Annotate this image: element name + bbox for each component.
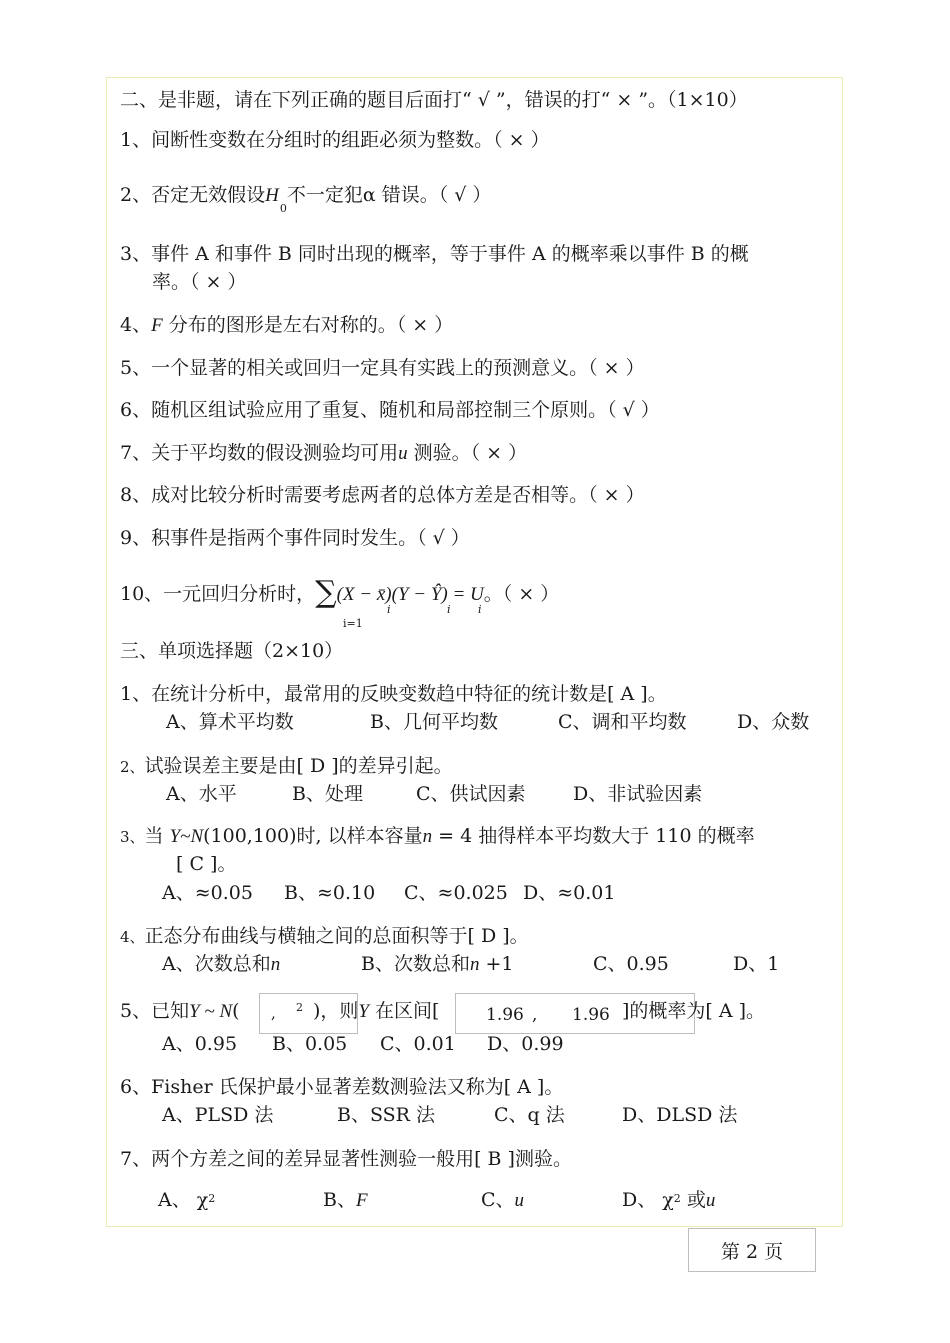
mc-question-6: 6、Fisher 氏保护最小显著差数测验法又称为[ A ]。 [120,1076,564,1098]
mc-q5-y: Y [358,1001,369,1022]
mc-q2-option-c: C、供试因素 [416,783,526,805]
mc-q3-option-a: A、≈0.05 [162,882,253,904]
tf-question-3-line1: 3、事件 A 和事件 B 同时出现的概率，等于事件 A 的概率乘以事件 B 的概 [120,243,749,265]
mc-q5-option-d: D、0.99 [487,1033,564,1055]
tf-q4-num: 4、 [120,314,152,336]
tf-q10-text-b: 。（ × ） [483,583,560,605]
mc-question-4 [120,922,529,951]
mc-q5-option-a: A、0.95 [162,1033,238,1055]
mc-q1-option-c: C、调和平均数 [558,711,687,733]
section2-heading: 二、是非题，请在下列正确的题目后面打“ √ ”，错误的打“ × ”。（1×10） [120,89,748,111]
mc-q2-option-d: D、非试验因素 [573,783,703,805]
tf-question-9: 9、积事件是指两个事件同时发生。（ √ ） [120,527,470,549]
formula-subscript-i-1: i [387,603,391,616]
mc-q4-option-b-text: B、次数总和 [361,953,470,975]
mc-q7-option-d-u: u [705,1190,716,1211]
summation-symbol: ∑ [315,575,337,610]
mc-q7-option-c [481,1186,524,1215]
mc-q3-text-b: (100,100)时, 以样本容量 [203,825,423,847]
formula-subscript-i-3: i [478,603,482,616]
tf-q2-text-a: 2、否定无效假设 [120,184,266,206]
mc-q3-option-c: C、≈0.025 [404,882,508,904]
tf-q2-sub: 0 [279,202,287,215]
mc-q1-option-a: A、算术平均数 [166,711,294,733]
mc-q5-text-a: 5、已知 [120,1000,190,1022]
section3-heading: 三、单项选择题（2×10） [120,640,344,662]
mc-q4-text: 正态分布曲线与横轴之间的总面积等于[ D ]。 [144,925,529,947]
mc-q4-option-a [162,950,280,979]
mc-q6-option-c: C、q 法 [494,1104,565,1126]
mc-question-5 [120,997,240,1026]
tf-q2-h: H [265,185,279,206]
mc-question-2 [120,752,453,781]
mc-q3-distribution: Y~N [169,826,204,847]
mc-q3-option-d: D、≈0.01 [523,882,616,904]
mc-q6-option-a: A、PLSD 法 [162,1104,274,1126]
tf-q2-text-b: 不一定犯α 错误。（ √ ） [286,184,492,206]
tf-question-6: 6、随机区组试验应用了重复、随机和局部控制三个原则。（ √ ） [120,399,660,421]
tf-question-10 [120,577,559,609]
tf-q7-u: u [398,443,408,464]
page-number: 第 2 页 [720,1240,784,1263]
mc-q5-text-c: 在区间[ [369,1000,440,1022]
tf-question-2 [120,181,492,215]
mc-question-7: 7、两个方差之间的差异显著性测验一般用[ B ]测验。 [120,1148,572,1170]
mc-q7-option-d [622,1186,715,1217]
mc-q4-option-c: C、0.95 [593,953,669,975]
mc-q7-option-a-sup: 2 [208,1192,216,1205]
mc-q3-option-b: B、≈0.10 [284,882,376,904]
mc-q5-value-1: 1.96 [486,1005,524,1025]
mc-q7-option-a-text: A、 χ [158,1189,209,1211]
mc-q5-option-b: B、0.05 [272,1033,348,1055]
mc-q7-option-b-text: B、 [323,1189,356,1211]
tf-q10-text-a: 10、一元回归分析时， [120,583,316,605]
tf-question-3-line2: 率。（ × ） [152,271,247,293]
mc-q5-paren: ( [232,1000,240,1022]
mc-q5-option-c: C、0.01 [380,1033,456,1055]
mc-q5-mid: , [532,1005,538,1025]
mc-q3-text-c: = 4 抽得样本平均数大于 110 的概率 [432,825,755,847]
mc-q5-square: 2 [296,1001,303,1014]
mc-q7-option-b [323,1186,368,1215]
mc-q5-value-2: 1.96 [572,1005,610,1025]
mc-q5-text-b-inner: )，则 [313,1000,359,1022]
mc-q4-option-b-plus: +1 [479,953,514,975]
mc-question-3 [120,822,755,851]
tf-q4-text: 分布的图形是左右对称的。（ × ） [162,314,454,336]
mc-q2-text: 试验误差主要是由[ D ]的差异引起。 [144,755,453,777]
mc-q2-option-b: B、处理 [292,783,363,805]
tf-q7-text-a: 7、关于平均数的假设测验均可用 [120,442,399,464]
mc-q7-option-d-or: 或 [680,1189,706,1211]
formula-subscript-i-2: i [447,603,451,616]
page-number-box [688,1228,816,1272]
mc-q2-num: 2、 [120,758,145,776]
mc-q7-option-d-text: D、 χ [622,1189,674,1211]
mc-q3-n: n [422,826,433,847]
mc-q1-option-d: D、众数 [737,711,810,733]
regression-formula: (X − x̄)(Y − Ŷ) = U [336,584,484,605]
mc-q7-option-c-text: C、 [481,1189,515,1211]
mc-q5-comma: , [271,1004,276,1022]
mc-q3-num: 3、 [120,828,145,846]
tf-question-7 [120,439,527,468]
mc-q5-text-d: ]的概率为[ A ]。 [622,1000,766,1022]
mc-q5-distribution: Y ~ N [189,1001,233,1022]
mc-q3-answer: [ C ]。 [176,853,237,875]
mc-q6-option-b: B、SSR 法 [337,1104,436,1126]
mc-q4-option-a-text: A、次数总和 [162,953,271,975]
tf-q4-f: F [151,315,163,336]
tf-question-8: 8、成对比较分析时需要考虑两者的总体方差是否相等。（ × ） [120,484,645,506]
tf-q7-text-b: 测验。（ × ） [407,442,528,464]
mc-q7-option-d-sup: 2 [673,1192,681,1205]
mc-q5-text-b [313,997,439,1026]
mc-question-1: 1、在统计分析中，最常用的反映变数趋中特征的统计数是[ A ]。 [120,683,667,705]
mc-q7-option-c-u: u [514,1190,525,1211]
mc-q7-option-b-f: F [355,1190,368,1211]
mc-q3-text-a: 当 [144,825,170,847]
mc-q4-option-b-n: n [469,954,480,975]
mc-q7-option-a [158,1186,215,1217]
mc-q4-option-b [361,950,514,979]
mc-q4-num: 4、 [120,928,145,946]
mc-q6-option-d: D、DLSD 法 [622,1104,738,1126]
tf-question-5: 5、一个显著的相关或回归一定具有实践上的预测意义。（ × ） [120,357,645,379]
mc-q1-option-b: B、几何平均数 [370,711,498,733]
tf-question-1: 1、间断性变数在分组时的组距必须为整数。（ × ） [120,129,550,151]
summation-lower-limit: i=1 [343,617,363,630]
mc-q4-option-a-n: n [270,954,281,975]
mc-q2-option-a: A、水平 [166,783,237,805]
mc-q4-option-d: D、1 [733,953,780,975]
tf-question-4 [120,311,453,340]
